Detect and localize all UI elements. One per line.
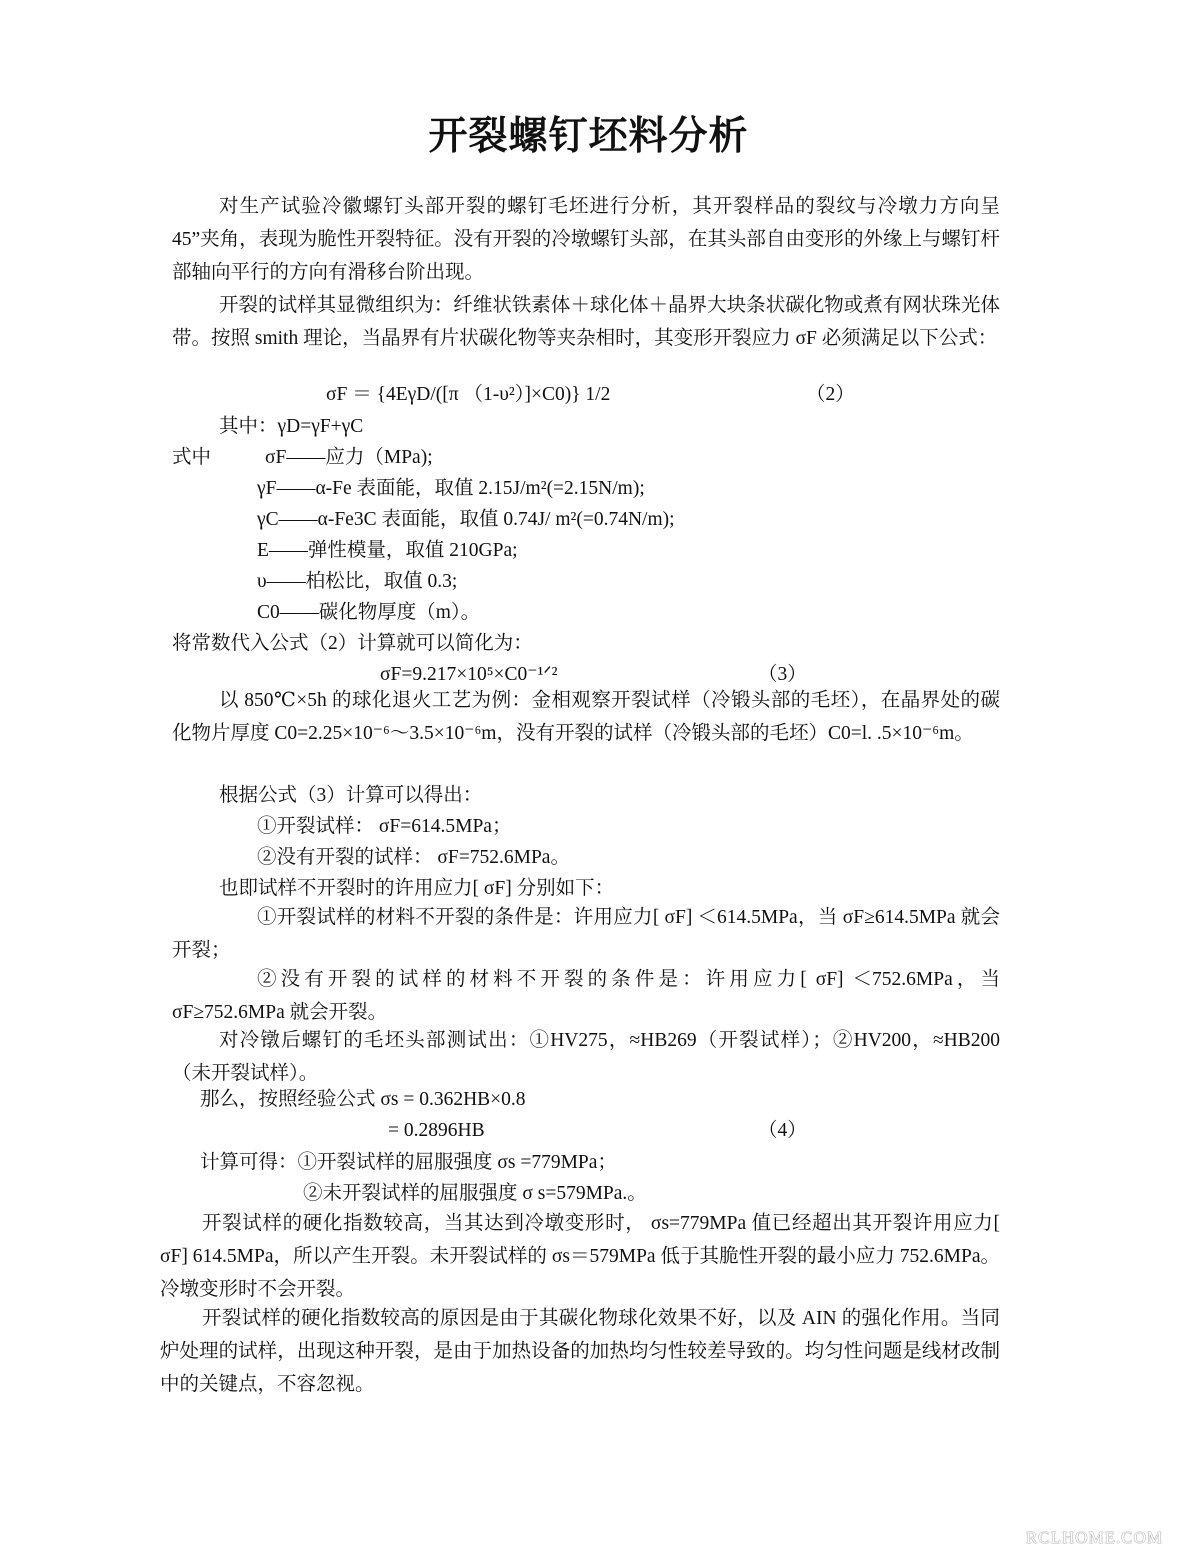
result-uncracked: ②未开裂试样的屈服强度 σ s=579MPa.。 (303, 1183, 647, 1204)
paragraph-crack-observation: 对生产试验冷徽螺钉头部开裂的螺钉毛坯进行分析，其开裂样品的裂纹与冷墩力方向呈45”夹角，表现为脆性开裂特征。没有开裂的冷墩螺钉头部，在其头部自由变形的外缘上与螺钉杆部轴向平行的方向有滑移台阶出现。 (172, 196, 1000, 283)
equation-2: σF ＝ {4EγD/([π （1-υ²）]×C0)} 1/2 (326, 384, 611, 405)
where-label: 式中 (172, 447, 212, 468)
equation-4-number: （4） (758, 1120, 807, 1141)
equation-4-line1: 那么，按照经验公式 σs = 0.362HB×0.8 (200, 1089, 526, 1110)
definition-stress: σF——应力（MPa); (265, 447, 433, 468)
paragraph-hardness: 对冷镦后螺钉的毛坯头部测试出：①HV275，≈HB269（开裂试样）；②HV200，≈HB200（未开裂试样）。 (172, 1030, 1000, 1084)
definition-gamma-c: γC——α-Fe3C 表面能，取值 0.74J/ m²(=0.74N/m); (257, 509, 675, 530)
equation-2-number: （2） (806, 384, 855, 405)
gamma-relation: 其中：γD=γF+γC (219, 416, 364, 437)
simplify-intro: 将常数代入公式（2）计算就可以简化为： (172, 633, 533, 654)
paragraph-annealing-example: 以 850℃×5h 的球化退火工艺为例：金相观察开裂试样（冷锻头部的毛坯），在晶界处的碳化物片厚度 C0=2.25×10⁻⁶～3.5×10⁻⁶m，没有开裂的试样（冷锻头部的毛坯）C0=l. .5×10⁻⁶m。 (172, 690, 1000, 744)
equation-4-line2: = 0.2896HB (388, 1120, 485, 1141)
document-title: 开裂螺钉坯料分析 (428, 114, 749, 159)
definition-poisson: υ——柏松比，取值 0.3; (257, 571, 458, 592)
allowable-intro: 也即试样不开裂时的许用应力[ σF] 分别如下： (219, 878, 615, 899)
paragraph-microstructure: 开裂的试样其显微组织为：纤维状铁素体＋球化体＋晶界大块条状碳化物或煮有网状珠光体带。按照 smith 理论，当晶界有片状碳化物等夹杂相时，其变形开裂应力 σF 必须满足以下公式： (172, 295, 1000, 349)
result-cracked: 计算可得：①开裂试样的屈服强度 σs =779MPa； (200, 1152, 617, 1173)
allowable-cracked: ①开裂试样的材料不开裂的条件是：许用应力[ σF] ＜614.5MPa，当 σF≥614.5MPa 就会开裂； (172, 907, 1000, 961)
calc-intro: 根据公式（3）计算可以得出： (219, 785, 483, 806)
definition-gamma-f: γF——α-Fe 表面能，取值 2.15J/m²(=2.15N/m); (257, 478, 645, 499)
definition-thickness: C0——碳化物厚度（m）。 (257, 602, 481, 623)
watermark-text: RCLHOME.COM (1025, 1528, 1163, 1547)
equation-3-number: （3） (758, 664, 807, 685)
definition-modulus: E——弹性模量，取值 210GPa; (257, 540, 518, 561)
paragraph-conclusion: 开裂试样的硬化指数较高的原因是由于其碳化物球化效果不好，以及 AIN 的强化作用。当同炉处理的试样，出现这种开裂，是由于加热设备的加热均匀性较差导致的。均匀性问题是线材改制中的关键点，不容忽视。 (160, 1308, 1000, 1395)
calc-cracked: ①开裂试样： σF=614.5MPa； (257, 816, 512, 837)
paragraph-hardening-analysis: 开裂试样的硬化指数较高，当其达到冷墩变形时， σs=779MPa 值已经超出其开裂许用应力[ σF] 614.5MPa，所以产生开裂。未开裂试样的 σs＝579MPa 低于其脆性开裂的最小应力 752.6MPa。冷墩变形时不会开裂。 (160, 1213, 1000, 1300)
calc-uncracked: ②没有开裂的试样： σF=752.6MPa。 (257, 847, 570, 868)
allowable-uncracked: ②没有开裂的试样的材料不开裂的条件是：许用应力[ σF] ＜752.6MPa，当 σF≥752.6MPa 就会开裂。 (172, 969, 1000, 1023)
equation-3: σF=9.217×10⁵×C0⁻¹ᐟ² (380, 664, 558, 685)
